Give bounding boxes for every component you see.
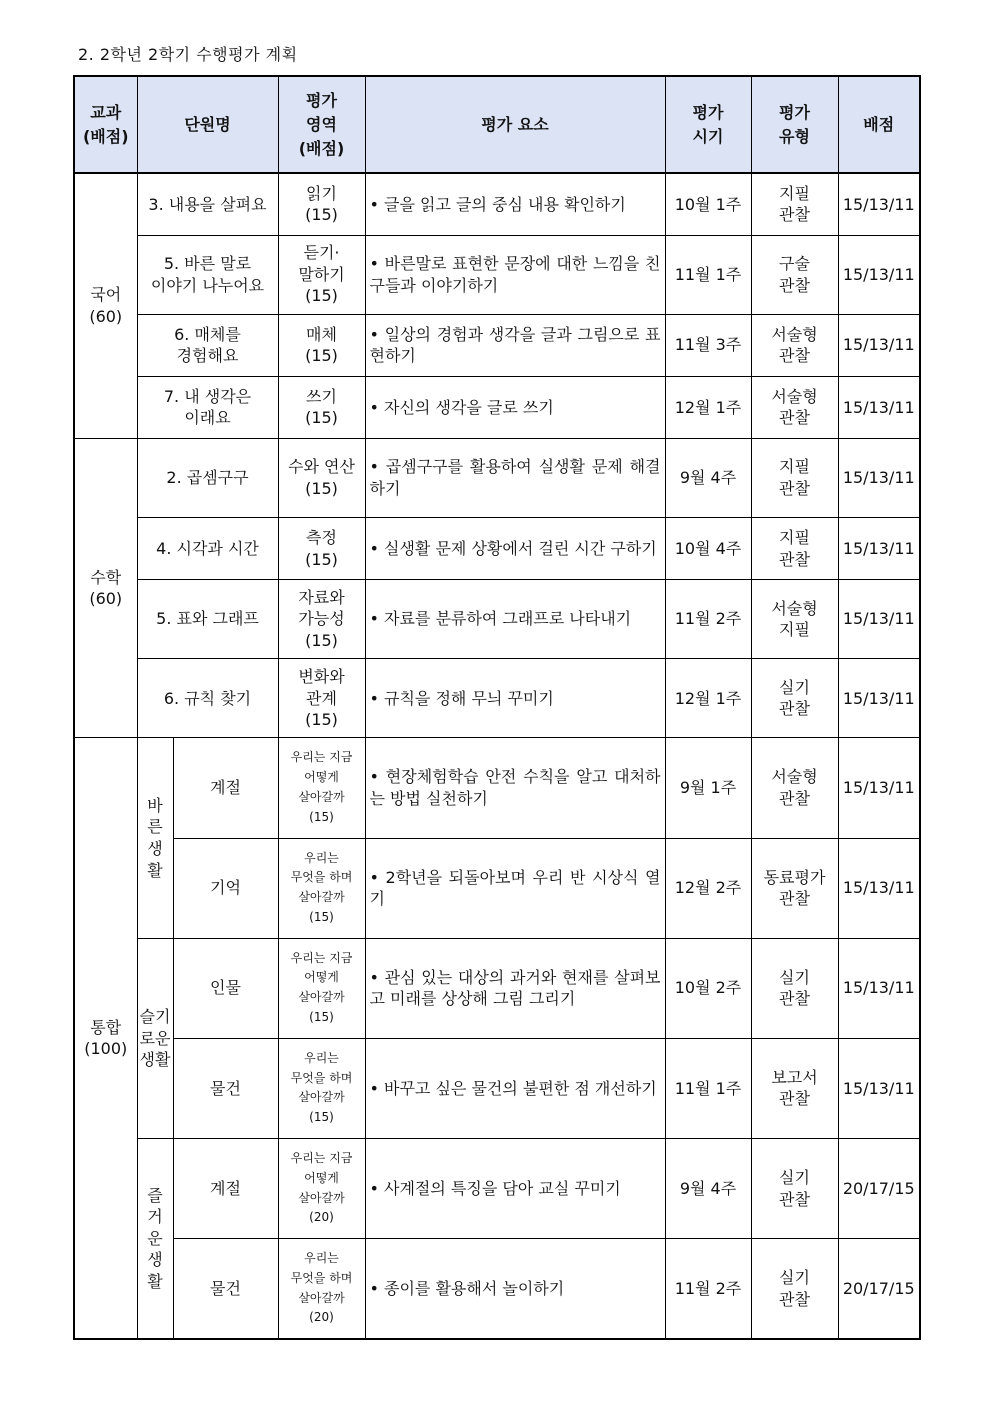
element-cell: • 자료를 분류하여 그래프로 나타내기 xyxy=(365,580,665,659)
score-cell: 15/13/11 xyxy=(838,1038,920,1138)
domain-cell: 우리는 지금 어떻게 살아갈까 (15) xyxy=(278,938,365,1038)
element-cell: • 글을 읽고 글의 중심 내용 확인하기 xyxy=(365,173,665,235)
domain-cell: 듣기· 말하기 (15) xyxy=(278,235,365,314)
type-cell: 지필 관찰 xyxy=(751,173,838,235)
subject-sub-jeulgeo: 즐 거 운 생 활 xyxy=(137,1139,173,1340)
unit-cell: 4. 시각과 시간 xyxy=(137,518,278,580)
unit-cell: 3. 내용을 살펴요 xyxy=(137,173,278,235)
period-cell: 10월 2주 xyxy=(665,938,751,1038)
period-cell: 12월 1주 xyxy=(665,659,751,738)
unit-cell: 인물 xyxy=(173,938,278,1038)
type-cell: 서술형 관찰 xyxy=(751,376,838,438)
unit-cell: 물건 xyxy=(173,1038,278,1138)
period-cell: 12월 2주 xyxy=(665,838,751,938)
table-row xyxy=(74,659,920,738)
header-element: 평가 요소 xyxy=(365,76,665,173)
score-cell: 15/13/11 xyxy=(838,376,920,438)
unit-cell: 5. 표와 그래프 xyxy=(137,580,278,659)
subject-integrated: 통합 (100) xyxy=(74,738,137,1339)
element-cell: • 실생활 문제 상황에서 걸린 시간 구하기 xyxy=(365,518,665,580)
type-cell: 서술형 지필 xyxy=(751,580,838,659)
element-cell: • 관심 있는 대상의 과거와 현재를 살펴보고 미래를 상상해 그림 그리기 xyxy=(365,938,665,1038)
assessment-plan-table xyxy=(73,75,921,1340)
score-cell: 20/17/15 xyxy=(838,1139,920,1239)
table-row xyxy=(74,1038,920,1138)
domain-cell: 매체 (15) xyxy=(278,314,365,376)
element-cell: • 2학년을 되돌아보며 우리 반 시상식 열기 xyxy=(365,838,665,938)
subject-sub-barun: 바 른 생 활 xyxy=(137,738,173,938)
element-cell: • 바꾸고 싶은 물건의 불편한 점 개선하기 xyxy=(365,1038,665,1138)
score-cell: 15/13/11 xyxy=(838,659,920,738)
score-cell: 15/13/11 xyxy=(838,518,920,580)
table-row xyxy=(74,580,920,659)
element-cell: • 종이를 활용해서 놀이하기 xyxy=(365,1239,665,1339)
unit-cell: 6. 매체를 경험해요 xyxy=(137,314,278,376)
unit-cell: 7. 내 생각은 이래요 xyxy=(137,376,278,438)
domain-cell: 읽기 (15) xyxy=(278,173,365,235)
unit-cell: 5. 바른 말로 이야기 나누어요 xyxy=(137,235,278,314)
element-cell: • 현장체험학습 안전 수칙을 알고 대처하는 방법 실천하기 xyxy=(365,738,665,838)
type-cell: 서술형 관찰 xyxy=(751,738,838,838)
unit-cell: 2. 곱셈구구 xyxy=(137,438,278,517)
domain-cell: 우리는 무엇을 하며 살아갈까 (20) xyxy=(278,1239,365,1339)
element-cell: • 곱셈구구를 활용하여 실생활 문제 해결하기 xyxy=(365,438,665,517)
score-cell: 15/13/11 xyxy=(838,314,920,376)
table-row xyxy=(74,1239,920,1339)
subject-sub-seulgi: 슬기 로운 생활 xyxy=(137,938,173,1138)
period-cell: 11월 2주 xyxy=(665,580,751,659)
type-cell: 실기 관찰 xyxy=(751,659,838,738)
unit-cell: 기억 xyxy=(173,838,278,938)
type-cell: 서술형 관찰 xyxy=(751,314,838,376)
score-cell: 15/13/11 xyxy=(838,173,920,235)
table-row xyxy=(74,938,920,1038)
type-cell: 보고서 관찰 xyxy=(751,1038,838,1138)
score-cell: 15/13/11 xyxy=(838,235,920,314)
page-title: 2. 2학년 2학기 수행평가 계획 xyxy=(78,45,298,64)
period-cell: 10월 4주 xyxy=(665,518,751,580)
domain-cell: 쓰기 (15) xyxy=(278,376,365,438)
header-period: 평가 시기 xyxy=(665,76,751,173)
unit-cell: 계절 xyxy=(173,738,278,838)
unit-cell: 6. 규칙 찾기 xyxy=(137,659,278,738)
header-subject: 교과 (배점) xyxy=(74,76,137,173)
subject-korean: 국어 (60) xyxy=(74,173,137,438)
period-cell: 10월 1주 xyxy=(665,173,751,235)
domain-cell: 자료와 가능성 (15) xyxy=(278,580,365,659)
table-row xyxy=(74,235,920,314)
period-cell: 11월 1주 xyxy=(665,235,751,314)
table-row xyxy=(74,1139,920,1239)
table-row xyxy=(74,738,920,838)
element-cell: • 규칙을 정해 무늬 꾸미기 xyxy=(365,659,665,738)
score-cell: 15/13/11 xyxy=(838,438,920,517)
period-cell: 11월 2주 xyxy=(665,1239,751,1339)
header-row xyxy=(74,76,920,173)
domain-cell: 변화와 관계 (15) xyxy=(278,659,365,738)
domain-cell: 우리는 지금 어떻게 살아갈까 (15) xyxy=(278,738,365,838)
type-cell: 실기 관찰 xyxy=(751,938,838,1038)
element-cell: • 바른말로 표현한 문장에 대한 느낌을 친구들과 이야기하기 xyxy=(365,235,665,314)
domain-cell: 우리는 무엇을 하며 살아갈까 (15) xyxy=(278,1038,365,1138)
type-cell: 실기 관찰 xyxy=(751,1139,838,1239)
domain-cell: 우리는 지금 어떻게 살아갈까 (20) xyxy=(278,1139,365,1239)
period-cell: 11월 1주 xyxy=(665,1038,751,1138)
table-row xyxy=(74,438,920,517)
unit-cell: 계절 xyxy=(173,1139,278,1239)
domain-cell: 수와 연산 (15) xyxy=(278,438,365,517)
score-cell: 15/13/11 xyxy=(838,838,920,938)
score-cell: 15/13/11 xyxy=(838,738,920,838)
score-cell: 15/13/11 xyxy=(838,938,920,1038)
score-cell: 20/17/15 xyxy=(838,1239,920,1339)
table-row xyxy=(74,518,920,580)
table-row xyxy=(74,838,920,938)
period-cell: 12월 1주 xyxy=(665,376,751,438)
subject-math: 수학 (60) xyxy=(74,438,137,737)
domain-cell: 우리는 무엇을 하며 살아갈까 (15) xyxy=(278,838,365,938)
period-cell: 11월 3주 xyxy=(665,314,751,376)
table-row xyxy=(74,173,920,235)
type-cell: 지필 관찰 xyxy=(751,518,838,580)
header-unit: 단원명 xyxy=(137,76,278,173)
score-cell: 15/13/11 xyxy=(838,580,920,659)
period-cell: 9월 4주 xyxy=(665,1139,751,1239)
unit-cell: 물건 xyxy=(173,1239,278,1339)
period-cell: 9월 1주 xyxy=(665,738,751,838)
element-cell: • 사계절의 특징을 담아 교실 꾸미기 xyxy=(365,1139,665,1239)
table-row xyxy=(74,314,920,376)
domain-cell: 측정 (15) xyxy=(278,518,365,580)
type-cell: 구술 관찰 xyxy=(751,235,838,314)
header-score: 배점 xyxy=(838,76,920,173)
table-row xyxy=(74,376,920,438)
period-cell: 9월 4주 xyxy=(665,438,751,517)
type-cell: 지필 관찰 xyxy=(751,438,838,517)
header-domain: 평가 영역 (배점) xyxy=(278,76,365,173)
header-type: 평가 유형 xyxy=(751,76,838,173)
element-cell: • 일상의 경험과 생각을 글과 그림으로 표현하기 xyxy=(365,314,665,376)
type-cell: 동료평가 관찰 xyxy=(751,838,838,938)
element-cell: • 자신의 생각을 글로 쓰기 xyxy=(365,376,665,438)
type-cell: 실기 관찰 xyxy=(751,1239,838,1339)
